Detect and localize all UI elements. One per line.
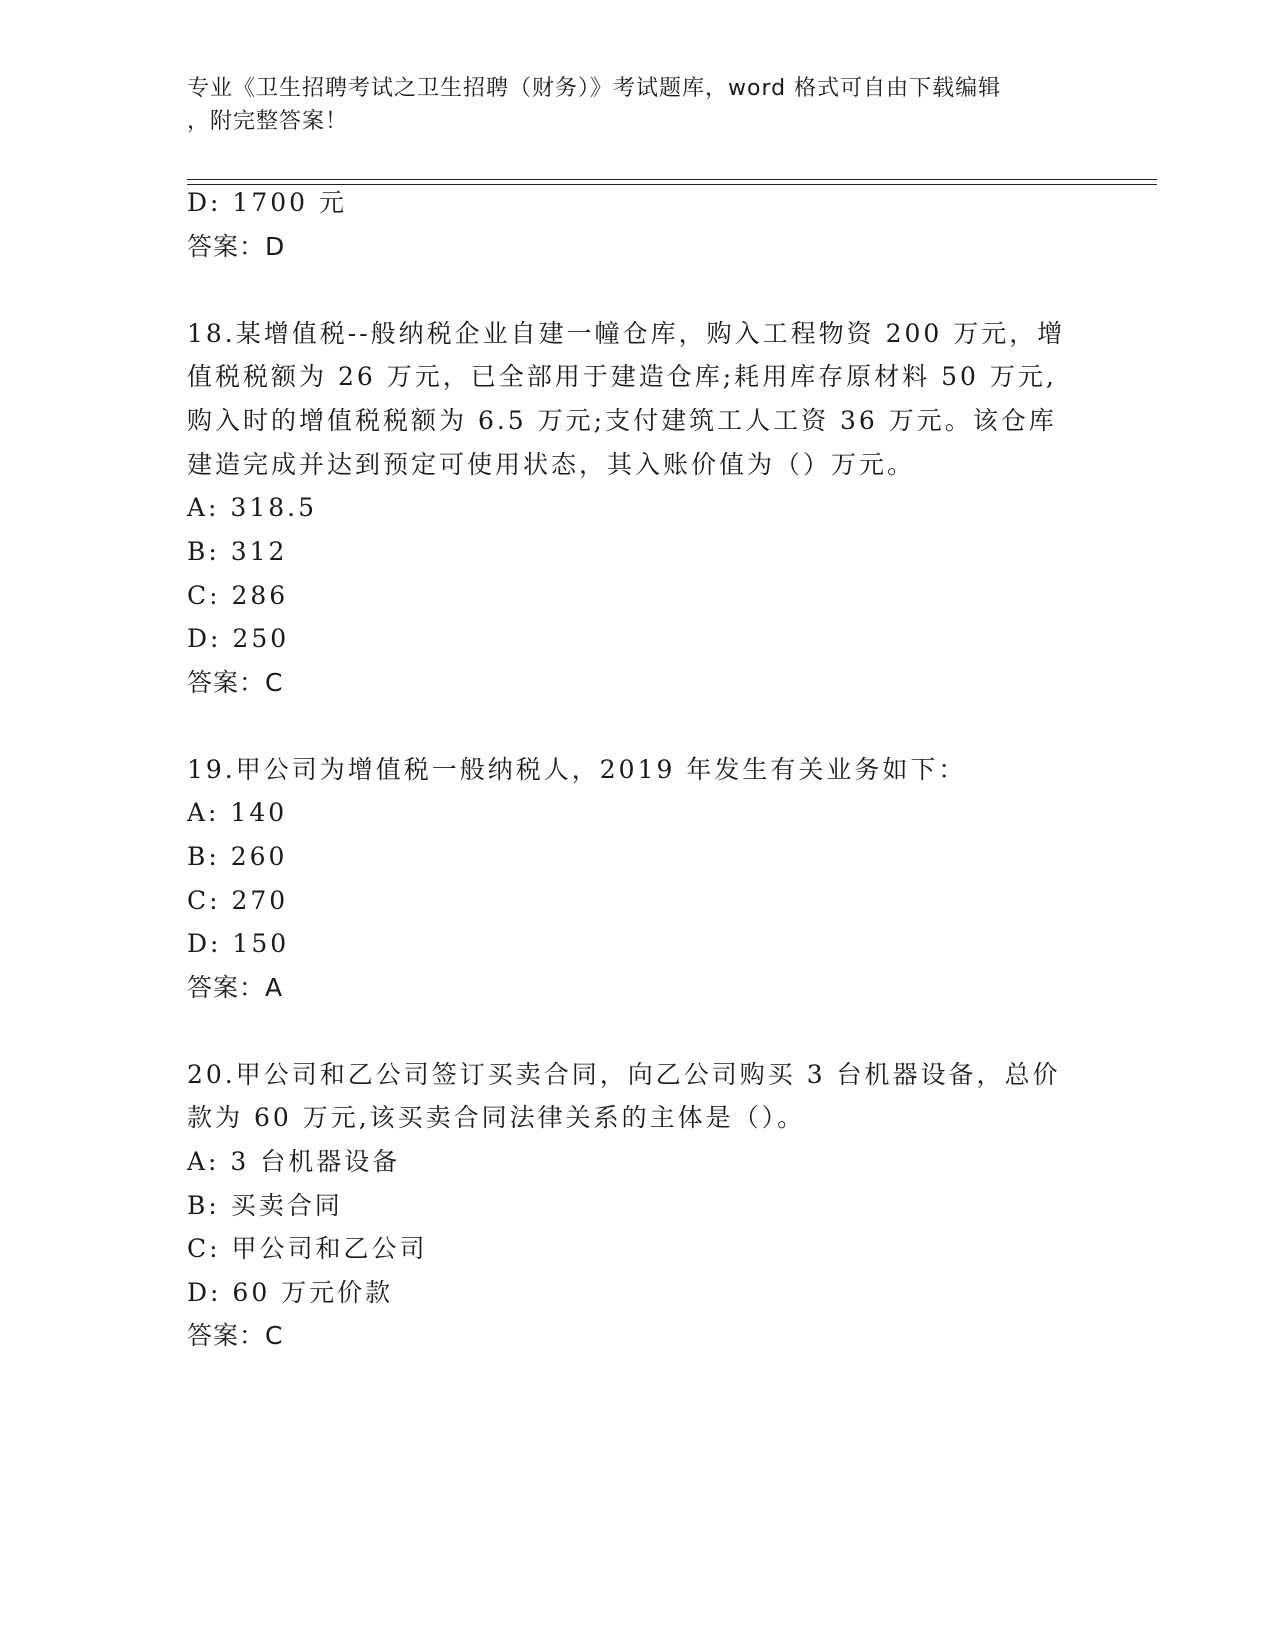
q19-answer: 答案：A	[187, 973, 284, 1002]
q18-option-b: B: 312	[187, 537, 288, 566]
q20-stem-line-2: 款为 60 万元,该买卖合同法律关系的主体是（）。	[187, 1103, 806, 1132]
header-line-2: ，附完整答案！	[187, 109, 349, 134]
q18-stem-line-3: 购入时的增值税税额为 6.5 万元;支付建筑工人工资 36 万元。该仓库	[187, 406, 1057, 435]
prev-answer: 答案：D	[187, 232, 286, 261]
q18-stem-line-4: 建造完成并达到预定可使用状态，其入账价值为（）万元。	[187, 450, 916, 479]
q18-option-a: A: 318.5	[187, 493, 317, 522]
q18-option-c: C: 286	[187, 581, 289, 610]
q20-option-d: D: 60 万元价款	[187, 1278, 394, 1307]
q18-option-d: D: 250	[187, 624, 290, 653]
q20-answer: 答案：C	[187, 1321, 284, 1350]
q20-option-b: B: 买卖合同	[187, 1191, 343, 1220]
header-rule-top	[187, 179, 1157, 180]
q18-answer: 答案：C	[187, 668, 284, 697]
q20-option-a: A: 3 台机器设备	[187, 1147, 401, 1176]
q20-stem-line-1: 20.甲公司和乙公司签订买卖合同，向乙公司购买 3 台机器设备，总价	[187, 1060, 1061, 1089]
q18-stem-line-2: 值税税额为 26 万元，已全部用于建造仓库;耗用库存原材料 50 万元,	[187, 362, 1057, 391]
q19-option-a: A: 140	[187, 798, 288, 827]
document-header	[187, 72, 1087, 138]
q20-option-c: C: 甲公司和乙公司	[187, 1234, 428, 1263]
q19-option-d: D: 150	[187, 929, 290, 958]
q19-option-c: C: 270	[187, 886, 289, 915]
prev-option-d: D: 1700 元	[187, 188, 347, 217]
header-line-1: 专业《卫生招聘考试之卫生招聘（财务）》考试题库，word 格式可自由下载编辑	[187, 76, 1002, 101]
q19-stem-line-1: 19.甲公司为增值税一般纳税人，2019 年发生有关业务如下：	[187, 755, 967, 784]
q19-option-b: B: 260	[187, 842, 288, 871]
q18-stem-line-1: 18.某增值税--般纳税企业自建一幢仓库，购入工程物资 200 万元，增	[187, 319, 1066, 348]
header-rule-bottom	[187, 184, 1157, 185]
